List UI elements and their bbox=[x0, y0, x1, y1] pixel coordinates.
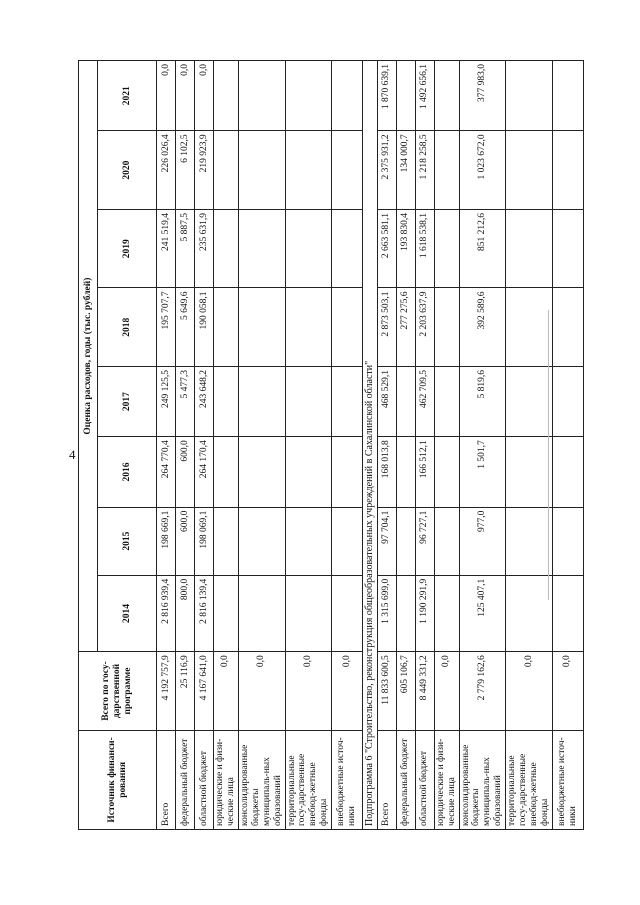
year-value-cell bbox=[434, 507, 459, 575]
year-value-cell bbox=[434, 131, 459, 210]
year-value-cell: 1 501,7 bbox=[459, 437, 506, 507]
year-value-cell: 97 704,1 bbox=[377, 507, 396, 575]
table-row bbox=[157, 61, 176, 830]
table-row bbox=[238, 61, 285, 830]
rotated-table-area bbox=[78, 60, 578, 830]
table-row bbox=[415, 61, 434, 830]
year-value-cell bbox=[552, 437, 583, 507]
total-cell: 605 106,7 bbox=[396, 652, 415, 731]
year-value-cell: 249 125,5 bbox=[157, 367, 176, 437]
year-value-cell: 96 727,1 bbox=[415, 507, 434, 575]
year-value-cell: 1 492 656,1 bbox=[415, 61, 434, 131]
funding-source-cell: консолидированные бюджеты муниципаль-ных образований bbox=[459, 730, 506, 829]
table-row bbox=[214, 61, 239, 830]
year-value-cell bbox=[506, 507, 553, 575]
year-value-cell: 166 512,1 bbox=[415, 437, 434, 507]
year-value-cell bbox=[332, 288, 363, 367]
table-row bbox=[459, 61, 506, 830]
funding-source-cell: юридические и физи-ческие лица bbox=[214, 730, 239, 829]
year-value-cell bbox=[552, 507, 583, 575]
year-value-cell bbox=[214, 507, 239, 575]
year-value-cell bbox=[552, 367, 583, 437]
year-value-cell bbox=[434, 367, 459, 437]
year-value-cell: 1 190 291,9 bbox=[415, 575, 434, 651]
year-value-cell bbox=[214, 131, 239, 210]
year-value-cell: 168 013,8 bbox=[377, 437, 396, 507]
year-value-cell: 243 648,2 bbox=[195, 367, 214, 437]
total-cell: 0,0 bbox=[285, 652, 332, 731]
page-number: 4 bbox=[69, 447, 76, 462]
year-value-cell: 0,0 bbox=[157, 61, 176, 131]
year-value-cell: 600,0 bbox=[176, 437, 195, 507]
year-value-cell: 0,0 bbox=[176, 61, 195, 131]
year-header: 2019 bbox=[98, 209, 157, 288]
section-1-body bbox=[157, 61, 363, 830]
funding-source-cell: Всего bbox=[157, 730, 176, 829]
year-value-cell bbox=[434, 61, 459, 131]
total-cell: 4 192 757,9 bbox=[157, 652, 176, 731]
year-value-cell bbox=[238, 131, 285, 210]
year-value-cell: 264 170,4 bbox=[195, 437, 214, 507]
year-value-cell: 462 709,5 bbox=[415, 367, 434, 437]
year-value-cell: 2 873 503,1 bbox=[377, 288, 396, 367]
year-value-cell: 193 830,4 bbox=[396, 209, 415, 288]
year-value-cell bbox=[332, 131, 363, 210]
year-value-cell: 226 026,4 bbox=[157, 131, 176, 210]
year-value-cell bbox=[434, 209, 459, 288]
year-value-cell: 1 023 672,0 bbox=[459, 131, 506, 210]
year-value-cell bbox=[285, 575, 332, 651]
year-value-cell bbox=[506, 288, 553, 367]
year-value-cell bbox=[285, 507, 332, 575]
year-value-cell: 5 477,3 bbox=[176, 367, 195, 437]
funding-source-cell: федеральный бюджет bbox=[176, 730, 195, 829]
funding-source-cell: территориальные госу-дарственные внебюд-жетные фонды bbox=[285, 730, 332, 829]
table-row bbox=[285, 61, 332, 830]
year-value-cell bbox=[238, 437, 285, 507]
year-value-cell: 1 870 639,1 bbox=[377, 61, 396, 131]
year-value-cell bbox=[285, 288, 332, 367]
total-cell: 8 449 331,2 bbox=[415, 652, 434, 731]
section-2-body bbox=[377, 61, 583, 830]
year-header: 2021 bbox=[98, 61, 157, 131]
funding-source-cell: консолидированные бюджеты муниципаль-ных образований bbox=[238, 730, 285, 829]
year-value-cell bbox=[332, 367, 363, 437]
year-value-cell bbox=[285, 209, 332, 288]
total-cell: 2 779 162,6 bbox=[459, 652, 506, 731]
year-value-cell bbox=[332, 209, 363, 288]
year-value-cell bbox=[238, 575, 285, 651]
year-value-cell bbox=[506, 575, 553, 651]
year-value-cell: 2 203 637,9 bbox=[415, 288, 434, 367]
year-value-cell bbox=[332, 61, 363, 131]
funding-source-cell: областной бюджет bbox=[195, 730, 214, 829]
table-row bbox=[195, 61, 214, 830]
table-row bbox=[377, 61, 396, 830]
table-row bbox=[434, 61, 459, 830]
year-value-cell bbox=[285, 367, 332, 437]
source-header: Источник финанси-рования bbox=[79, 730, 157, 829]
year-value-cell: 198 669,1 bbox=[157, 507, 176, 575]
year-value-cell bbox=[396, 437, 415, 507]
year-value-cell: 5 819,6 bbox=[459, 367, 506, 437]
table-row bbox=[552, 61, 583, 830]
subprogram-title: Подпрограмма 6 "Строительство, реконструкция общеобразовательных учреждений в Сахалинской области" bbox=[363, 61, 378, 830]
year-value-cell: 134 000,7 bbox=[396, 131, 415, 210]
table-row bbox=[506, 61, 553, 830]
year-value-cell bbox=[552, 288, 583, 367]
total-cell: 11 833 600,5 bbox=[377, 652, 396, 731]
year-value-cell: 2 663 581,1 bbox=[377, 209, 396, 288]
total-cell: 0,0 bbox=[506, 652, 553, 731]
year-value-cell: 2 816 939,4 bbox=[157, 575, 176, 651]
year-value-cell: 277 275,6 bbox=[396, 288, 415, 367]
year-value-cell: 198 069,1 bbox=[195, 507, 214, 575]
year-value-cell bbox=[214, 209, 239, 288]
total-cell: 0,0 bbox=[552, 652, 583, 731]
year-value-cell bbox=[506, 131, 553, 210]
funding-source-cell: Всего bbox=[377, 730, 396, 829]
year-value-cell bbox=[332, 575, 363, 651]
year-value-cell bbox=[214, 575, 239, 651]
year-value-cell: 6 102,5 bbox=[176, 131, 195, 210]
year-value-cell: 1 218 258,5 bbox=[415, 131, 434, 210]
separator-line bbox=[548, 310, 549, 600]
year-value-cell: 392 589,6 bbox=[459, 288, 506, 367]
total-header: Всего по госу-дарственной программе bbox=[79, 652, 157, 731]
year-value-cell: 377 983,0 bbox=[459, 61, 506, 131]
year-value-cell bbox=[506, 61, 553, 131]
year-value-cell bbox=[506, 367, 553, 437]
funding-source-cell: территориальные госу-дарственные внебюд-жетные фонды bbox=[506, 730, 553, 829]
year-value-cell bbox=[396, 367, 415, 437]
year-value-cell: 195 707,7 bbox=[157, 288, 176, 367]
year-value-cell bbox=[434, 437, 459, 507]
funding-source-cell: внебюджетные источ-ники bbox=[332, 730, 363, 829]
year-value-cell bbox=[238, 61, 285, 131]
year-value-cell bbox=[214, 437, 239, 507]
year-value-cell bbox=[552, 131, 583, 210]
year-header: 2018 bbox=[98, 288, 157, 367]
year-value-cell: 2 375 931,2 bbox=[377, 131, 396, 210]
year-value-cell bbox=[238, 367, 285, 437]
total-cell: 0,0 bbox=[214, 652, 239, 731]
year-value-cell bbox=[214, 61, 239, 131]
year-value-cell bbox=[285, 61, 332, 131]
year-value-cell bbox=[552, 61, 583, 131]
year-value-cell: 977,0 bbox=[459, 507, 506, 575]
year-value-cell bbox=[506, 209, 553, 288]
total-cell: 25 116,9 bbox=[176, 652, 195, 731]
year-value-cell bbox=[434, 288, 459, 367]
year-value-cell: 851 212,6 bbox=[459, 209, 506, 288]
funding-source-cell: областной бюджет bbox=[415, 730, 434, 829]
table-row bbox=[332, 61, 363, 830]
year-value-cell bbox=[506, 437, 553, 507]
year-header: 2017 bbox=[98, 367, 157, 437]
year-value-cell bbox=[332, 507, 363, 575]
year-value-cell: 0,0 bbox=[195, 61, 214, 131]
year-value-cell bbox=[214, 288, 239, 367]
year-value-cell: 5 649,6 bbox=[176, 288, 195, 367]
year-value-cell: 190 058,1 bbox=[195, 288, 214, 367]
year-value-cell: 241 519,4 bbox=[157, 209, 176, 288]
year-value-cell bbox=[396, 575, 415, 651]
year-header: 2020 bbox=[98, 131, 157, 210]
budget-table bbox=[78, 60, 584, 830]
table-row bbox=[176, 61, 195, 830]
year-value-cell bbox=[396, 61, 415, 131]
estimate-header: Оценка расходов, годы (тыс. рублей) bbox=[79, 61, 98, 652]
funding-source-cell: внебюджетные источ-ники bbox=[552, 730, 583, 829]
year-value-cell: 5 887,5 bbox=[176, 209, 195, 288]
year-value-cell bbox=[238, 507, 285, 575]
year-value-cell: 1 315 699,0 bbox=[377, 575, 396, 651]
total-cell: 0,0 bbox=[238, 652, 285, 731]
year-value-cell: 800,0 bbox=[176, 575, 195, 651]
total-cell: 0,0 bbox=[434, 652, 459, 731]
year-value-cell bbox=[332, 437, 363, 507]
year-value-cell bbox=[285, 131, 332, 210]
year-header: 2016 bbox=[98, 437, 157, 507]
year-value-cell: 2 816 139,4 bbox=[195, 575, 214, 651]
year-value-cell bbox=[396, 507, 415, 575]
table-row bbox=[396, 61, 415, 830]
year-value-cell bbox=[238, 209, 285, 288]
year-value-cell: 468 529,1 bbox=[377, 367, 396, 437]
year-value-cell bbox=[434, 575, 459, 651]
year-value-cell bbox=[285, 437, 332, 507]
table-rotation-frame bbox=[78, 60, 578, 830]
year-value-cell bbox=[238, 288, 285, 367]
year-value-cell: 219 923,9 bbox=[195, 131, 214, 210]
year-header: 2015 bbox=[98, 507, 157, 575]
year-value-cell: 600,0 bbox=[176, 507, 195, 575]
year-value-cell bbox=[214, 367, 239, 437]
year-value-cell: 264 770,4 bbox=[157, 437, 176, 507]
year-value-cell: 1 618 538,1 bbox=[415, 209, 434, 288]
year-header: 2014 bbox=[98, 575, 157, 651]
year-value-cell: 125 407,1 bbox=[459, 575, 506, 651]
year-value-cell bbox=[552, 575, 583, 651]
year-value-cell bbox=[552, 209, 583, 288]
total-cell: 4 167 641,0 bbox=[195, 652, 214, 731]
total-cell: 0,0 bbox=[332, 652, 363, 731]
funding-source-cell: юридические и физи-ческие лица bbox=[434, 730, 459, 829]
funding-source-cell: федеральный бюджет bbox=[396, 730, 415, 829]
year-value-cell: 235 631,9 bbox=[195, 209, 214, 288]
